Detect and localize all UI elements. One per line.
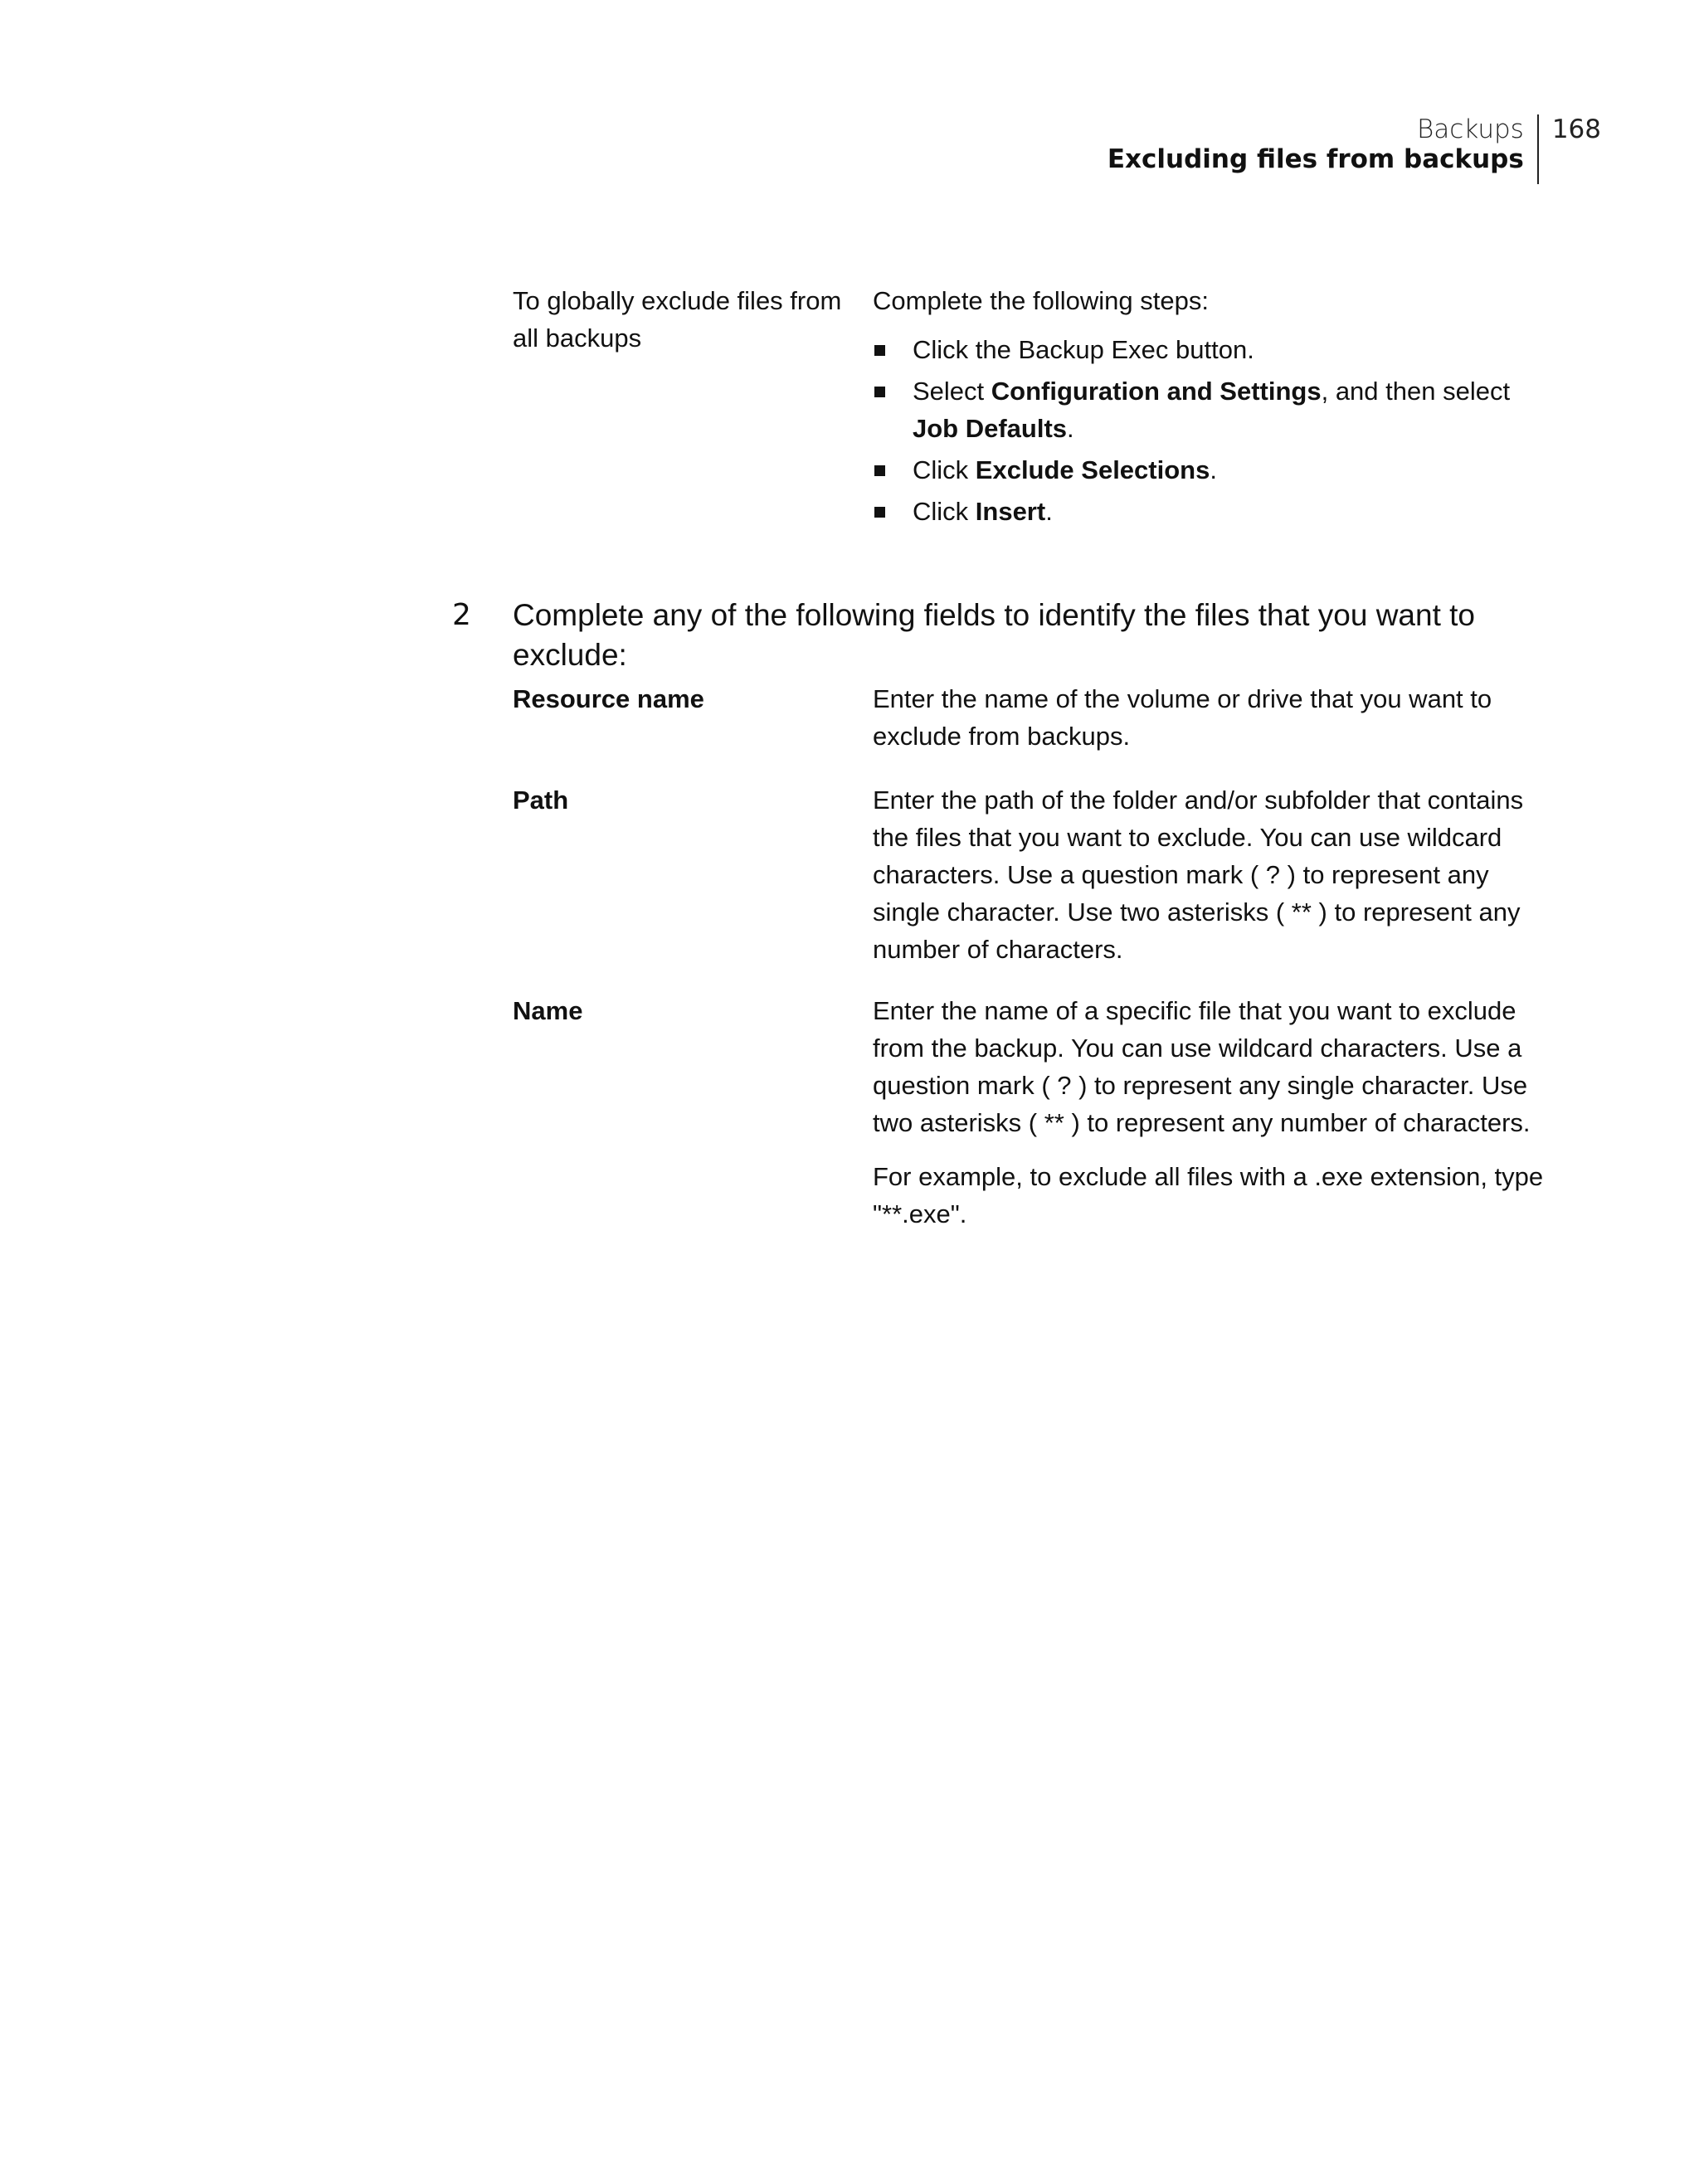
step-text: Click bbox=[913, 497, 976, 526]
global-exclude-steps bbox=[873, 282, 1551, 534]
field-name: Path bbox=[513, 786, 569, 815]
step-bold-text: Insert bbox=[975, 497, 1046, 526]
step-bold-text: Job Defaults bbox=[913, 414, 1068, 443]
step-number: 2 bbox=[452, 598, 471, 632]
header-title: Excluding files from backups bbox=[1107, 144, 1524, 174]
page-header bbox=[1108, 114, 1601, 184]
field-description: Enter the name of a specific file that you want to exclude from the backup. You can use wildcard characters. Use a question mark ( ? ) to represent any single character. Use two asterisks ( ** ) to represent any number of characters. bbox=[873, 996, 1531, 1137]
steps-intro: Complete the following steps: bbox=[873, 286, 1209, 315]
bullet-icon bbox=[874, 345, 885, 356]
global-exclude-label: To globally exclude files from all backups bbox=[513, 286, 842, 353]
steps-list bbox=[873, 331, 1551, 530]
field-row-resource-name bbox=[513, 680, 1551, 755]
field-description-block bbox=[873, 992, 1551, 1233]
bullet-icon bbox=[874, 465, 885, 476]
step-2 bbox=[452, 596, 1555, 675]
page-number: 168 bbox=[1551, 114, 1601, 144]
step-text: . bbox=[1210, 455, 1217, 484]
field-row-name bbox=[513, 992, 1551, 1233]
step-text: , and then select bbox=[1321, 377, 1511, 406]
field-example: For example, to exclude all files with a .exe extension, type "**.exe". bbox=[873, 1162, 1544, 1228]
global-exclude-row bbox=[513, 282, 1551, 534]
step-text: Complete any of the following fields to identify the files that you want to exclude: bbox=[513, 598, 1475, 672]
step-text: . bbox=[1045, 497, 1053, 526]
bullet-icon bbox=[874, 507, 885, 518]
list-item bbox=[873, 493, 1551, 530]
step-text: Click the Backup Exec button. bbox=[913, 335, 1254, 364]
field-row-path bbox=[513, 781, 1551, 968]
bullet-icon bbox=[874, 387, 885, 397]
list-item bbox=[873, 331, 1551, 368]
list-item bbox=[873, 451, 1551, 489]
field-description: Enter the name of the volume or drive that you want to exclude from backups. bbox=[873, 684, 1492, 751]
step-text: . bbox=[1067, 414, 1074, 443]
header-titles bbox=[1108, 114, 1539, 184]
field-name: Name bbox=[513, 996, 583, 1025]
step-text: Click bbox=[913, 455, 976, 484]
field-description: Enter the path of the folder and/or subfolder that contains the files that you want to exclude. You can use wildcard characters. Use a question mark ( ? ) to represent any single character. Use two asterisks ( ** ) to represent any number of characters. bbox=[873, 786, 1524, 964]
list-item bbox=[873, 372, 1551, 447]
header-section: Backups bbox=[1417, 114, 1524, 144]
field-name: Resource name bbox=[513, 684, 704, 713]
step-bold-text: Exclude Selections bbox=[975, 455, 1210, 484]
step-text: Select bbox=[913, 377, 991, 406]
step-bold-text: Configuration and Settings bbox=[991, 377, 1322, 406]
